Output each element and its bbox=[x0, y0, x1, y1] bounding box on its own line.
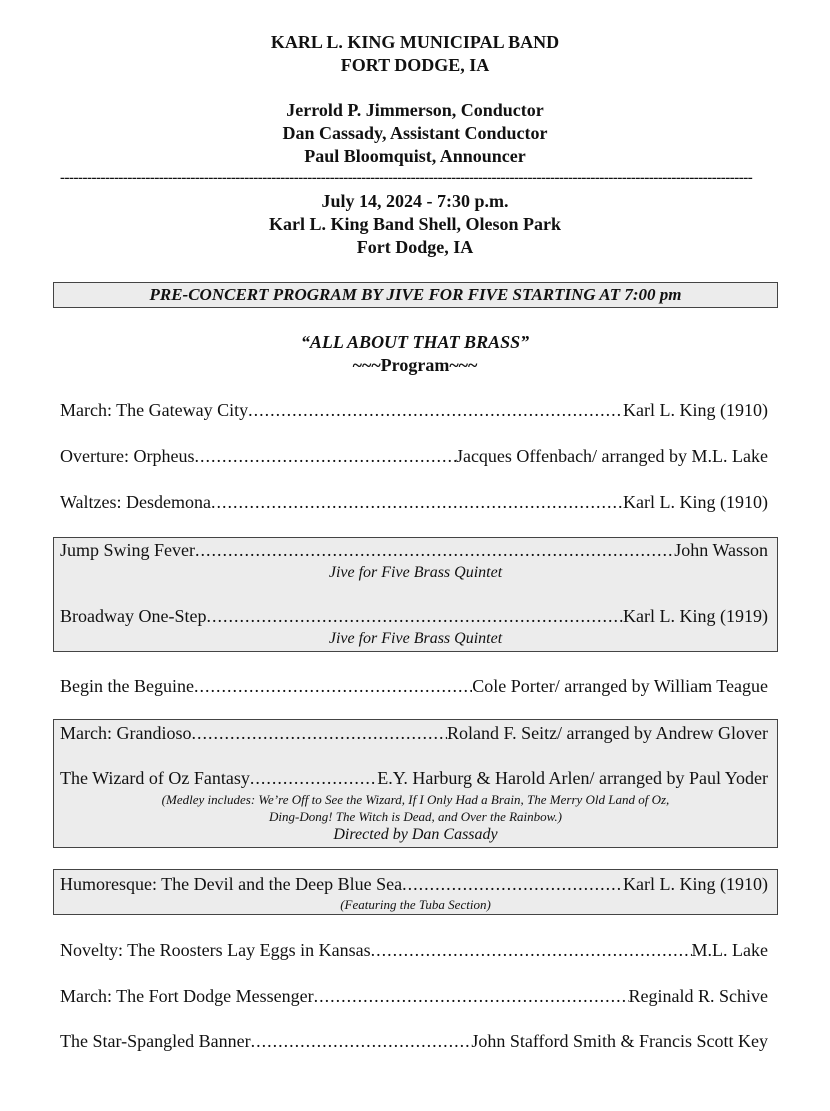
piece-composer: Roland F. Seitz/ arranged by Andrew Glover bbox=[447, 723, 768, 743]
dot-leader bbox=[251, 1029, 472, 1053]
dot-leader bbox=[195, 538, 674, 562]
performer-note: Jive for Five Brass Quintet bbox=[328, 564, 503, 581]
dot-leader bbox=[194, 674, 472, 698]
piece-composer: E.Y. Harburg & Harold Arlen/ arranged by Paul Yoder bbox=[377, 768, 768, 788]
dot-leader bbox=[206, 604, 623, 628]
piece-composer: Karl L. King (1910) bbox=[623, 492, 768, 512]
piece-composer: Karl L. King (1919) bbox=[623, 606, 768, 626]
dot-leader bbox=[250, 766, 377, 790]
program-item bbox=[60, 674, 768, 698]
program-item bbox=[60, 984, 768, 1008]
piece-composer: Cole Porter/ arranged by William Teague bbox=[472, 676, 768, 696]
piece-composer: Jacques Offenbach/ arranged by M.L. Lake bbox=[455, 446, 768, 466]
dot-leader bbox=[402, 872, 623, 896]
program-item bbox=[60, 721, 768, 745]
announcer: Paul Bloomquist, Announcer bbox=[304, 146, 526, 166]
piece-title: Begin the Beguine bbox=[60, 676, 194, 696]
piece-composer: John Stafford Smith & Francis Scott Key bbox=[471, 1031, 768, 1051]
piece-title: March: The Fort Dodge Messenger bbox=[60, 986, 314, 1006]
program-item bbox=[60, 604, 768, 628]
piece-title: Humoresque: The Devil and the Deep Blue Sea bbox=[60, 874, 403, 894]
dot-leader bbox=[194, 444, 455, 468]
program-item bbox=[60, 1029, 768, 1053]
dot-leader bbox=[314, 984, 629, 1008]
piece-title: March: The Gateway City bbox=[60, 400, 249, 420]
medley-note-line-2: Ding-Dong! The Witch is Dead, and Over the Rainbow.) bbox=[269, 809, 562, 824]
dot-leader bbox=[248, 398, 623, 422]
program-item bbox=[60, 490, 768, 514]
featuring-note: (Featuring the Tuba Section) bbox=[340, 897, 491, 912]
program-item bbox=[60, 444, 768, 468]
venue: Karl L. King Band Shell, Oleson Park bbox=[268, 214, 562, 234]
assistant-conductor: Dan Cassady, Assistant Conductor bbox=[282, 123, 548, 143]
band-city: FORT DODGE, IA bbox=[340, 55, 490, 75]
program-item bbox=[60, 398, 768, 422]
piece-title: Novelty: The Roosters Lay Eggs in Kansas bbox=[60, 940, 371, 960]
piece-title: Overture: Orpheus bbox=[60, 446, 195, 466]
piece-title: Jump Swing Fever bbox=[60, 540, 195, 560]
piece-title: Broadway One-Step bbox=[60, 606, 207, 626]
piece-title: March: Grandioso bbox=[60, 723, 192, 743]
piece-composer: Karl L. King (1910) bbox=[623, 874, 768, 894]
dot-leader bbox=[191, 721, 447, 745]
program-title: “ALL ABOUT THAT BRASS” bbox=[300, 332, 530, 352]
date-time: July 14, 2024 - 7:30 p.m. bbox=[321, 191, 509, 211]
preconcert-banner: PRE-CONCERT PROGRAM BY JIVE FOR FIVE STARTING AT 7:00 pm bbox=[53, 282, 778, 308]
medley-note-line-1: (Medley includes: We’re Off to See the Wizard, If I Only Had a Brain, The Merry Old Land of Oz, bbox=[161, 792, 670, 807]
piece-composer: Reginald R. Schive bbox=[628, 986, 768, 1006]
performer-note: Jive for Five Brass Quintet bbox=[328, 630, 503, 647]
program-item bbox=[60, 538, 768, 562]
venue-city: Fort Dodge, IA bbox=[356, 237, 474, 257]
dot-leader bbox=[371, 938, 692, 962]
piece-title: The Star-Spangled Banner bbox=[60, 1031, 251, 1051]
conductor: Jerrold P. Jimmerson, Conductor bbox=[286, 100, 544, 120]
program-item bbox=[60, 938, 768, 962]
program-item bbox=[60, 766, 768, 790]
piece-composer: M.L. Lake bbox=[691, 940, 768, 960]
piece-title: The Wizard of Oz Fantasy bbox=[60, 768, 250, 788]
program-subtitle: ~~~Program~~~ bbox=[352, 355, 478, 375]
piece-composer: Karl L. King (1910) bbox=[623, 400, 768, 420]
program-item bbox=[60, 872, 768, 896]
band-name: KARL L. KING MUNICIPAL BAND bbox=[270, 32, 560, 52]
director-note: Directed by Dan Cassady bbox=[333, 826, 498, 843]
dot-leader bbox=[211, 490, 623, 514]
divider: ---------------------------------------------------------------------------------------------------------------------------------------------------------- bbox=[60, 170, 753, 186]
piece-composer: John Wasson bbox=[674, 540, 768, 560]
piece-title: Waltzes: Desdemona bbox=[60, 492, 211, 512]
